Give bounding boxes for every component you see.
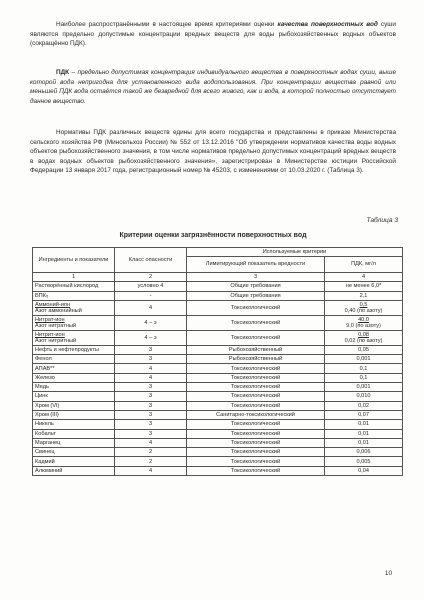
cell-limiting-indicator: Токсикологический [187,364,325,373]
cell-name [33,315,115,330]
cell-limiting-indicator: Токсикологический [187,420,325,429]
cell-pdk: 0,005 [325,457,403,466]
cell-pdk-line-2: 0,02 (по азоту) [344,337,383,344]
cell-pdk-line-2: 0,40 (по азоту) [344,307,383,314]
cell-name: Никель [33,420,115,429]
table-row [33,438,403,447]
table-row [33,345,403,354]
paragraph-pdk-definition [30,68,396,106]
table-row [33,383,403,392]
cell-hazard-class: 2 [115,448,187,457]
table-row [33,410,403,419]
cell-hazard-class: 2 [115,457,187,466]
cell-hazard-class: 3 [115,392,187,401]
cell-pdk: 0,1 [325,364,403,373]
cell-pdk: 0,001 [325,355,403,364]
cell-hazard-class: 4 [115,438,187,447]
cell-pdk [325,300,403,315]
cell-pdk-line-2: 9,0 (по азоту) [346,322,381,329]
cell-limiting-indicator: Токсикологический [187,330,325,345]
paragraph-text: Нормативы ПДК различных веществ едины для всего государства и представлены в приказе Министерства сельского хозяйства РФ (Минсельхоз России) № 552 от 13.12.2016 "Об утверждении нормативов качества воды водных объектов рыбохозяйственного значения, в том числе нормативов предельно допустимых концентраций вредных веществ в водах водных объектов рыбохозяйственного значения», зарегистрирован в Министерстве юстиции Российской Федерации 13 января 2017 года, регистрационный номер № 45203, с изменениями от 10.03.2020 г. (Таблица 3). [30,129,396,175]
cell-limiting-indicator: Токсикологический [187,429,325,438]
table-label: Таблица 3 [366,217,398,224]
cell-pdk: 0,07 [325,410,403,419]
cell-name: Железо [33,373,115,382]
cell-hazard-class: 3 [115,401,187,410]
cell-pdk: 0,1 [325,373,403,382]
cell-hazard-class: 3 [115,410,187,419]
cell-name: Растворённый кислород [33,282,115,291]
table-row [33,355,403,364]
table-row [33,282,403,291]
table-row [33,364,403,373]
table-row [33,373,403,382]
column-number: 3 [187,273,325,282]
cell-hazard-class: 4 – э [115,330,187,345]
page-number: 10 [384,570,392,577]
table-row [33,401,403,410]
table-row [33,300,403,315]
cell-hazard-class: 4 [115,466,187,475]
header-hazard-class: Класс опасности [115,248,187,273]
cell-name: Алюминий [33,466,115,475]
cell-limiting-indicator: Токсикологический [187,383,325,392]
cell-name: Медь [33,383,115,392]
cell-name-line-2: Азот нитритный [35,337,77,344]
table-row [33,448,403,457]
column-number: 4 [325,273,403,282]
cell-pdk: 2,1 [325,291,403,300]
cell-hazard-class: 3 [115,355,187,364]
cell-limiting-indicator: Токсикологический [187,448,325,457]
cell-limiting-indicator: Токсикологический [187,401,325,410]
header-pdk: ПДК, мг/л [325,257,403,273]
cell-limiting-indicator: Токсикологический [187,315,325,330]
cell-limiting-indicator: Токсикологический [187,438,325,447]
cell-name: Цинк [33,392,115,401]
criteria-table [32,247,403,476]
header-criteria-group: Используемые критерии [187,248,403,257]
cell-hazard-class: 4 [115,364,187,373]
cell-hazard-class: - [115,291,187,300]
cell-pdk: 0,001 [325,383,403,392]
cell-name [33,330,115,345]
cell-name: Хром (VI) [33,401,115,410]
cell-hazard-class: 4 – э [115,315,187,330]
cell-limiting-indicator: Токсикологический [187,457,325,466]
table-body [33,282,403,476]
cell-pdk: 0,01 [325,429,403,438]
cell-pdk [325,330,403,345]
table-row [33,466,403,475]
cell-pdk: не менее 6,0* [325,282,403,291]
cell-pdk: 0,01 [325,420,403,429]
paragraph-text: Наиболее распространёнными в настоящее время критериями оценки [56,21,278,28]
emphasis-text: качества поверхностных вод [277,21,378,28]
cell-hazard-class: 3 [115,383,187,392]
cell-pdk: 0,01 [325,438,403,447]
table-row [33,291,403,300]
cell-name: Свинец [33,448,115,457]
cell-name: Нефть и нефтепродукты [33,345,115,354]
cell-name: Фенол [33,355,115,364]
dash: – [69,69,78,76]
cell-hazard-class: 3 [115,420,187,429]
cell-name-line-1: Аммоний-ион [35,301,71,308]
cell-limiting-indicator: Общие требования [187,282,325,291]
cell-name [33,300,115,315]
column-number: 1 [33,273,115,282]
cell-pdk-line-1: 40,0 [358,316,369,323]
table-row [33,457,403,466]
paragraph-norms [30,128,396,176]
cell-name: БПК₅ [33,291,115,300]
cell-pdk-line-1: 0,5 [359,301,368,308]
table-row [33,392,403,401]
column-number: 2 [115,273,187,282]
cell-pdk: 0,04 [325,466,403,475]
cell-name: Кадмий [33,457,115,466]
cell-pdk: 0,010 [325,392,403,401]
cell-limiting-indicator: Общие требования [187,291,325,300]
table-row [33,330,403,345]
cell-name: АПАВ** [33,364,115,373]
cell-hazard-class: 3 [115,345,187,354]
paragraph-intro [30,20,396,49]
header-ingredients: Ингредиенты и показатели [33,248,115,273]
cell-hazard-class: 3 [115,429,187,438]
cell-name-line-2: Азот нитратный [35,322,77,329]
cell-hazard-class: условно 4 [115,282,187,291]
cell-limiting-indicator: Санитарно-токсикологический [187,410,325,419]
cell-pdk: 0,02 [325,401,403,410]
cell-limiting-indicator: Токсикологический [187,392,325,401]
cell-limiting-indicator: Рыбохозяйственный [187,355,325,364]
paragraph-text: суши являются предельно допустимые концентрации вредных веществ для воды рыбохозяйственных водных объектов (сокращённо ПДК). [30,21,397,48]
cell-name: Марганец [33,438,115,447]
cell-limiting-indicator: Рыбохозяйственный [187,345,325,354]
table-row [33,420,403,429]
cell-name-line-2: Азот аммонийный [35,307,82,314]
cell-pdk [325,315,403,330]
cell-name: Хром (III) [33,410,115,419]
cell-limiting-indicator: Токсикологический [187,373,325,382]
cell-hazard-class: 4 [115,373,187,382]
cell-hazard-class: 4 [115,300,187,315]
cell-limiting-indicator: Токсикологический [187,300,325,315]
cell-name-line-1: Нитрат-ион [35,316,65,323]
cell-pdk: 0,05 [325,345,403,354]
cell-name: Кобальт [33,429,115,438]
term-pdk: ПДК [56,69,70,76]
table-row [33,315,403,330]
cell-name-line-1: Нитрит-ион [35,331,65,338]
cell-pdk: 0,006 [325,448,403,457]
header-limiting-indicator: Лимитирующий показатель вредности [187,257,325,273]
table-row [33,429,403,438]
cell-pdk-line-1: 0,08 [358,331,369,338]
table-title: Критерии оценки загрязнённости поверхностных вод [119,232,307,239]
definition-text: предельно допустимая концентрация индивидуального вещества в поверхностных водах суши, выше которой вода непригодна для установленного вида водопользования. При концентрации вещества равной или меньшей ПДК вода остаётся такой же безвредной для всего живого, как и вода, в которой полностью отсутствует данное вещество. [30,69,396,105]
cell-limiting-indicator: Токсикологический [187,466,325,475]
